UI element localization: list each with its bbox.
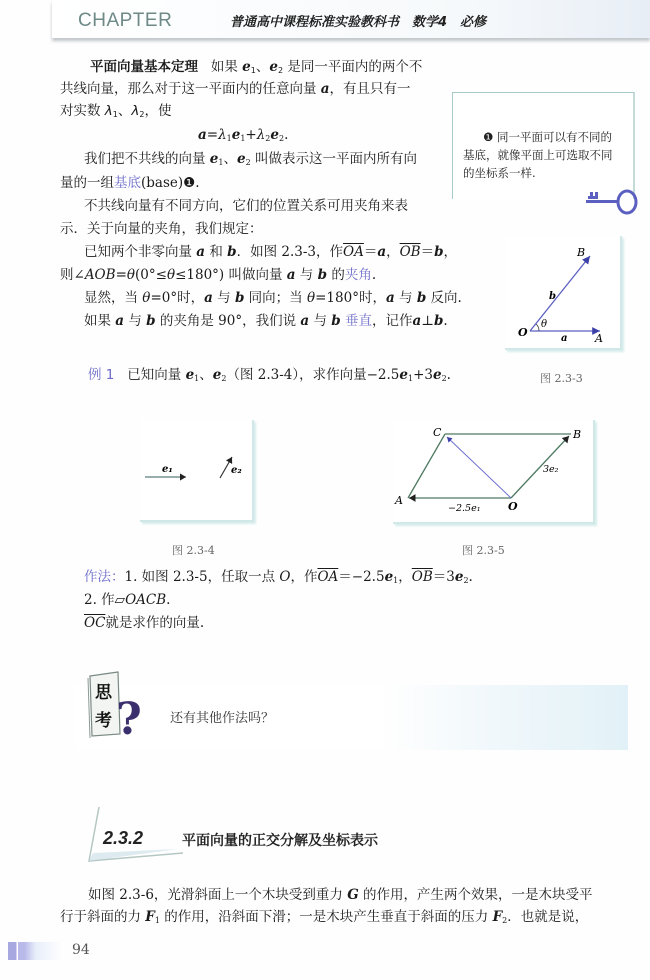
parallelogram-diagram bbox=[393, 420, 593, 522]
sidenote-marker: ❶ bbox=[483, 130, 494, 144]
label-e2: e₂ bbox=[231, 465, 242, 476]
basis-text: 量的一组 bbox=[60, 175, 114, 191]
section-number: 2.3.2 bbox=[103, 828, 144, 848]
chapter-label: CHAPTER bbox=[78, 10, 173, 31]
label-B: B bbox=[577, 246, 586, 259]
label-A: A bbox=[395, 494, 403, 507]
sidenote-text bbox=[463, 128, 623, 182]
theorem-line-3: 对实数 $\lambda_1$、$\lambda_2$，使 bbox=[60, 103, 172, 119]
angle-line-5: 显然，当 θ=0°时，a 与 b 同向；当 θ=180°时，a 与 b 反向. bbox=[84, 290, 462, 306]
angle-line-1: 不共线向量有不同方向，它们的位置关系可用夹角来表 bbox=[84, 198, 408, 214]
caption-2-3-3: 图 2.3-3 bbox=[540, 372, 583, 385]
angle-line-3: 已知两个非零向量 a 和 b．如图 2.3-3，作$\overline{OA}=a$，$\overline{OB}=b$， bbox=[84, 244, 458, 260]
term-basis: 基底 bbox=[114, 175, 141, 191]
label-minus-2-5-e1: −2.5e₁ bbox=[448, 503, 481, 514]
book-title: 普通高中课程标准实验教科书 数学4 必修 bbox=[230, 15, 487, 30]
think-question: 还有其他作法吗？ bbox=[170, 711, 275, 726]
think-char-bottom: 考 bbox=[95, 711, 112, 731]
label-C: C bbox=[433, 426, 442, 439]
label-B: B bbox=[573, 428, 582, 441]
example-label: 例 1 bbox=[88, 367, 115, 383]
caption-2-3-4: 图 2.3-4 bbox=[172, 544, 215, 557]
label-O: O bbox=[508, 500, 518, 513]
label-3-e2: 3e₂ bbox=[543, 464, 559, 475]
example-1: 例 1 已知向量 $e_1$、$e_2$（图 2.3-4），求作向量$-2.5e_1+3e_2$. bbox=[88, 367, 451, 383]
method-label: 作法： bbox=[84, 569, 125, 585]
method-step-1: 作法：1. 如图 2.3-5，任取一点 O，作$\overline{OA}=-2.5e_1$，$\overline{OB}=3e_2$. bbox=[84, 569, 473, 585]
basis-vectors-diagram bbox=[140, 420, 252, 520]
method-step-2: 2. 作▱OACB. bbox=[84, 592, 171, 608]
think-band bbox=[75, 685, 628, 750]
label-b: b bbox=[549, 291, 556, 302]
theorem-line-2: 共线向量，那么对于这一平面内的任意向量 a，有且只有一 bbox=[60, 81, 411, 97]
angle-diagram bbox=[505, 236, 620, 348]
method-conclusion: $\overline{OC}$就是求作的向量. bbox=[84, 615, 205, 631]
section-title: 平面向量的正交分解及坐标表示 bbox=[182, 833, 378, 849]
figure-2-3-4 bbox=[140, 420, 254, 522]
think-char-top: 思 bbox=[95, 683, 112, 703]
theorem-line-1: 平面向量基本定理 如果 $e_1$、$e_2$ 是同一平面内的两个不 bbox=[90, 59, 423, 75]
angle-line-4: 则∠AOB=θ(0°≤θ≤180°) 叫做向量 a 与 b 的夹角. bbox=[60, 267, 377, 283]
page-number: 94 bbox=[72, 942, 90, 958]
basis-line-1: 我们把不共线的向量 $e_1$、$e_2$ 叫做表示这一平面内所有向 bbox=[84, 151, 417, 167]
label-O: O bbox=[518, 326, 528, 339]
term-angle: 夹角 bbox=[344, 267, 372, 283]
page-edge-tab bbox=[8, 942, 63, 960]
label-theta: θ bbox=[541, 319, 548, 330]
key-icon bbox=[582, 186, 644, 220]
body-line-2: 行于斜面的力 $F_1$ 的作用，沿斜面下滑；一是木块产生垂直于斜面的压力 $F_2$．也就是说， bbox=[60, 909, 589, 925]
caption-2-3-5: 图 2.3-5 bbox=[462, 544, 505, 557]
label-a: a bbox=[561, 333, 568, 344]
angle-line-2: 示．关于向量的夹角，我们规定： bbox=[60, 221, 263, 237]
question-mark-icon: ? bbox=[116, 694, 142, 743]
term-perpendicular: 垂直 bbox=[345, 313, 372, 329]
sidenote-body: 同一平面可以有不同的基底，就像平面上可选取不同的坐标系一样. bbox=[463, 130, 613, 180]
body-line-1: 如图 2.3-6，光滑斜面上一个木块受到重力 G 的作用，产生两个效果，一是木块受平 bbox=[88, 887, 593, 903]
angle-line-6: 如果 a 与 b 的夹角是 90°，我们说 a 与 b 垂直，记作a⊥b. bbox=[84, 313, 448, 329]
basis-footnote-ref: (base)❶. bbox=[141, 175, 200, 191]
label-A: A bbox=[595, 332, 603, 345]
figure-2-3-5 bbox=[393, 420, 595, 524]
basis-line-2 bbox=[60, 172, 200, 194]
theorem-title: 平面向量基本定理 bbox=[90, 59, 198, 75]
theorem-formula: $a=\lambda_1e_1+\lambda_2e_2$. bbox=[198, 127, 289, 143]
think-badge-icon bbox=[82, 668, 152, 743]
label-e1: e₁ bbox=[162, 464, 173, 475]
figure-2-3-3 bbox=[505, 236, 622, 350]
